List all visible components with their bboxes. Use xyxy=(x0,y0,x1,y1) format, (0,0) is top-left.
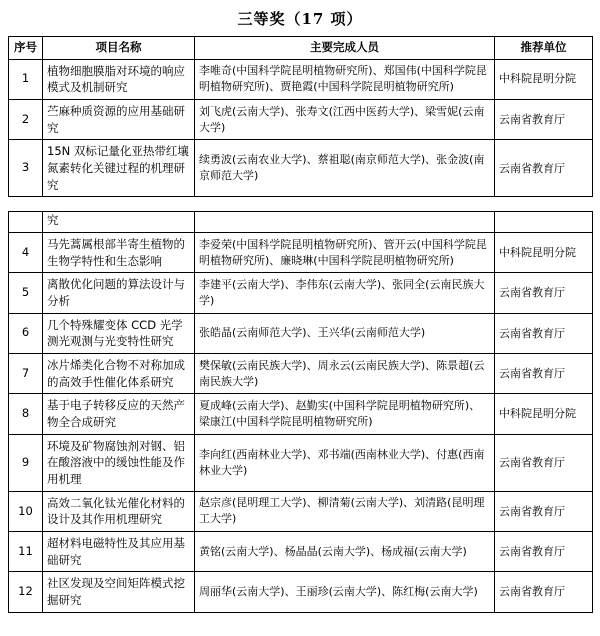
cell-unit: 中科院昆明分院 xyxy=(495,232,593,272)
gap-cell xyxy=(43,197,195,212)
cell-unit: 云南省教育厅 xyxy=(495,434,593,491)
column-header-people: 主要完成人员 xyxy=(195,37,495,60)
page-break-gap xyxy=(9,197,593,212)
column-header-name: 项目名称 xyxy=(43,37,195,60)
cell-project-name: 15N 双标记量化亚热带红壤氮素转化关键过程的机理研究 xyxy=(43,140,195,197)
table-row xyxy=(9,273,593,313)
table-row xyxy=(9,353,593,393)
cell-project-name: 马先蒿属根部半寄生植物的生物学特性和生态影响 xyxy=(43,232,195,272)
cell-unit: 中科院昆明分院 xyxy=(495,394,593,434)
cell-people: 黄铭(云南大学)、杨晶晶(云南大学)、杨成福(云南大学) xyxy=(195,531,495,571)
cell-unit: 中科院昆明分院 xyxy=(495,59,593,99)
table-header-row xyxy=(9,37,593,60)
cell-no: 1 xyxy=(9,59,43,99)
cell-no xyxy=(9,212,43,233)
cell-no: 4 xyxy=(9,232,43,272)
cell-people: 李建平(云南大学)、李伟东(云南大学)、张同全(云南民族大学) xyxy=(195,273,495,313)
table-body xyxy=(9,59,593,612)
table-row xyxy=(9,531,593,571)
cell-no: 5 xyxy=(9,273,43,313)
cell-project-name: 环境及矿物腐蚀剂对钢、铝在酸溶液中的缓蚀性能及作用机理 xyxy=(43,434,195,491)
table-row-continuation xyxy=(9,212,593,233)
cell-project-name: 几个特殊耀变体 CCD 光学测光观测与光变特性研究 xyxy=(43,313,195,353)
cell-no: 11 xyxy=(9,531,43,571)
cell-unit: 云南省教育厅 xyxy=(495,531,593,571)
cell-project-name: 超材料电磁特性及其应用基础研究 xyxy=(43,531,195,571)
cell-no: 9 xyxy=(9,434,43,491)
cell-people xyxy=(195,212,495,233)
gap-cell xyxy=(195,197,495,212)
cell-people: 续勇波(云南农业大学)、蔡祖聪(南京师范大学)、张金波(南京师范大学) xyxy=(195,140,495,197)
cell-project-name: 植物细胞膜脂对环境的响应模式及机制研究 xyxy=(43,59,195,99)
table-row xyxy=(9,232,593,272)
cell-unit: 云南省教育厅 xyxy=(495,572,593,612)
cell-no: 3 xyxy=(9,140,43,197)
cell-unit: 云南省教育厅 xyxy=(495,140,593,197)
cell-people: 周丽华(云南大学)、王丽珍(云南大学)、陈红梅(云南大学) xyxy=(195,572,495,612)
column-header-no: 序号 xyxy=(9,37,43,60)
cell-unit: 云南省教育厅 xyxy=(495,491,593,531)
cell-no: 7 xyxy=(9,353,43,393)
cell-people: 李向红(西南林业大学)、邓书端(西南林业大学)、付惠(西南林业大学) xyxy=(195,434,495,491)
table-row xyxy=(9,572,593,612)
cell-no: 2 xyxy=(9,99,43,139)
cell-project-name: 离散优化问题的算法设计与分析 xyxy=(43,273,195,313)
cell-no: 12 xyxy=(9,572,43,612)
cell-project-name: 冰片烯类化合物不对称加成的高效手性催化体系研究 xyxy=(43,353,195,393)
table-row xyxy=(9,59,593,99)
gap-cell xyxy=(9,197,43,212)
cell-people: 刘飞虎(云南大学)、张寿文(江西中医药大学)、梁雪妮(云南大学) xyxy=(195,99,495,139)
cell-unit: 云南省教育厅 xyxy=(495,273,593,313)
cell-unit: 云南省教育厅 xyxy=(495,353,593,393)
cell-people: 樊保敏(云南民族大学)、周永云(云南民族大学)、陈景超(云南民族大学) xyxy=(195,353,495,393)
cell-people: 李唯奇(中国科学院昆明植物研究所)、郑国伟(中国科学院昆明植物研究所)、贾艳霞(中国科学院昆明植物研究所) xyxy=(195,59,495,99)
table-row xyxy=(9,434,593,491)
table-row xyxy=(9,394,593,434)
column-header-unit: 推荐单位 xyxy=(495,37,593,60)
table-row xyxy=(9,491,593,531)
table-row xyxy=(9,99,593,139)
cell-people: 夏成峰(云南大学)、赵勤实(中国科学院昆明植物研究所)、梁康江(中国科学院昆明植物研究所) xyxy=(195,394,495,434)
table-row xyxy=(9,313,593,353)
cell-project-name-continuation: 究 xyxy=(43,212,195,233)
cell-no: 8 xyxy=(9,394,43,434)
cell-project-name: 高效二氧化钛光催化材料的设计及其作用机理研究 xyxy=(43,491,195,531)
gap-cell xyxy=(495,197,593,212)
cell-no: 10 xyxy=(9,491,43,531)
cell-no: 6 xyxy=(9,313,43,353)
cell-people: 李爱荣(中国科学院昆明植物研究所)、管开云(中国科学院昆明植物研究所)、廉晓琳(中国科学院昆明植物研究所) xyxy=(195,232,495,272)
cell-unit xyxy=(495,212,593,233)
awards-table xyxy=(8,36,593,613)
page-title: 三等奖（17 项） xyxy=(237,10,363,28)
cell-unit: 云南省教育厅 xyxy=(495,313,593,353)
table-header xyxy=(9,37,593,60)
cell-unit: 云南省教育厅 xyxy=(495,99,593,139)
cell-project-name: 社区发现及空间矩阵模式挖掘研究 xyxy=(43,572,195,612)
cell-project-name: 基于电子转移反应的天然产物全合成研究 xyxy=(43,394,195,434)
cell-people: 赵宗彦(昆明理工大学)、柳清菊(云南大学)、刘清路(昆明理工大学) xyxy=(195,491,495,531)
table-row xyxy=(9,140,593,197)
cell-project-name: 苎麻种质资源的应用基础研究 xyxy=(43,99,195,139)
cell-people: 张皓晶(云南师范大学)、王兴华(云南师范大学) xyxy=(195,313,495,353)
